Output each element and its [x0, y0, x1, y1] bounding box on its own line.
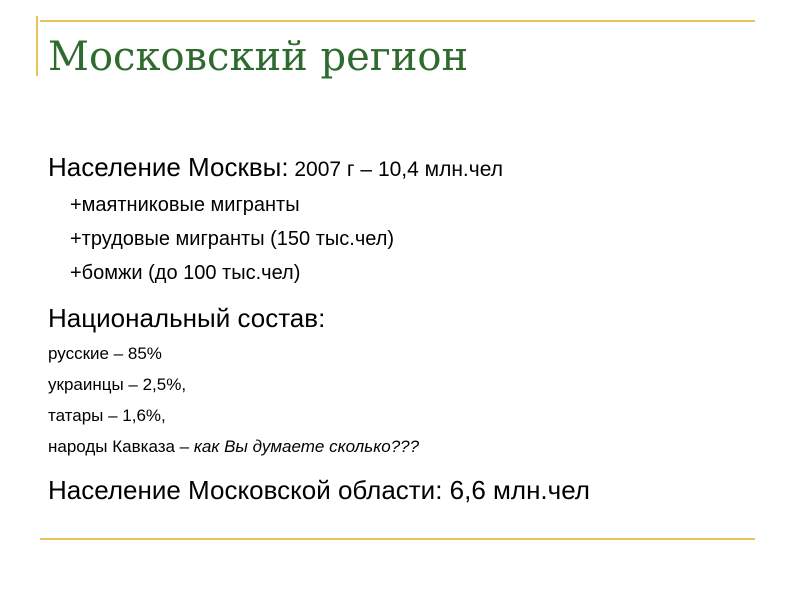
list-item: +трудовые мигранты (150 тыс.чел)	[70, 228, 395, 250]
moscow-region-population-line: Население Московской области: 6,6 млн.чел	[48, 475, 590, 505]
caucasus-line	[48, 431, 590, 462]
decorative-line-bottom	[40, 538, 755, 540]
slide-body	[48, 150, 590, 510]
list-item: +маятниковые мигранты	[70, 194, 300, 216]
ethnic-composition-header: Национальный состав:	[48, 303, 326, 333]
moscow-population-value: 2007 г – 10,4 млн.чел	[288, 158, 503, 181]
list-item: украинцы – 2,5%,	[48, 375, 187, 394]
decorative-line-top	[40, 20, 755, 22]
decorative-line-left	[36, 16, 38, 76]
moscow-population-label: Население Москвы:	[48, 152, 289, 182]
list-item: русские – 85%	[48, 344, 162, 363]
slide-title: Московский регион	[48, 34, 469, 80]
list-item: татары – 1,6%,	[48, 406, 166, 425]
caucasus-prefix: народы Кавказа –	[48, 437, 194, 456]
list-item: +бомжи (до 100 тыс.чел)	[70, 262, 301, 284]
caucasus-question: как Вы думаете сколько???	[193, 437, 420, 456]
moscow-population-line	[48, 150, 590, 184]
